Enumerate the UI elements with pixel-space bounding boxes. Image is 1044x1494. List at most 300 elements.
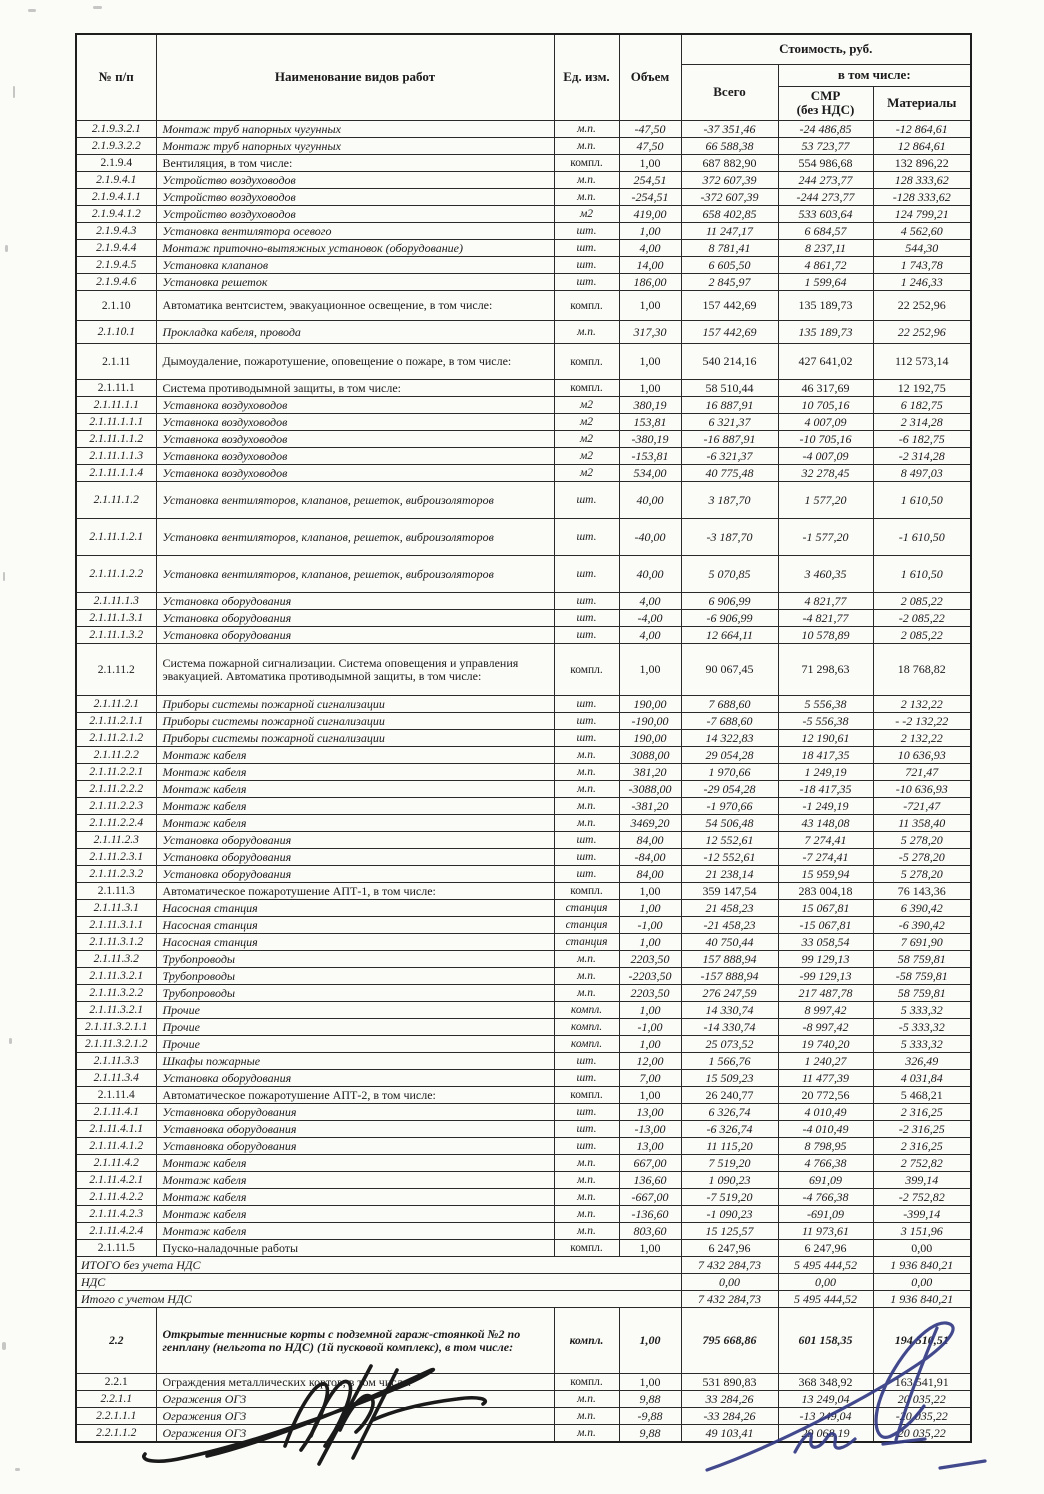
cell-num: -8 997,42 [778,1019,873,1036]
table-row [76,815,971,832]
table-row [76,951,971,968]
cell-num: -5 278,20 [873,849,971,866]
cell-num: 359 147,54 [681,883,778,900]
table-row [76,172,971,189]
table-row [76,1019,971,1036]
cell-unit: шт. [554,627,619,644]
cell-num: -1,00 [619,917,681,934]
cell-idx: 2.1.11.2.1 [76,696,156,713]
cell-name: Установка оборудования [156,610,554,627]
cell-num: 1,00 [619,883,681,900]
col-header-name: Наименование видов работ [156,34,554,121]
cell-num: 1,00 [619,155,681,172]
cell-num: 14,00 [619,257,681,274]
table-row [76,1002,971,1019]
cell-unit: компл. [554,1374,619,1391]
cell-unit: шт. [554,519,619,556]
cell-unit: шт. [554,1121,619,1138]
col-header-materials: Материалы [873,86,971,121]
cell-num: 3 460,35 [778,556,873,593]
cell-unit: шт. [554,1070,619,1087]
cell-num: 6 906,99 [681,593,778,610]
cell-idx: 2.1.11.3.1.1 [76,917,156,934]
cell-num: 157 888,94 [681,951,778,968]
cell-num: 11 477,39 [778,1070,873,1087]
cell-num: -29 054,28 [681,781,778,798]
table-row [76,1391,971,1408]
cell-name: Шкафы пожарные [156,1053,554,1070]
table-row [76,1172,971,1189]
cell-num: 32 278,45 [778,465,873,482]
table-row [76,291,971,321]
cell-unit: шт. [554,696,619,713]
cell-num: 1 566,76 [681,1053,778,1070]
table-row [76,849,971,866]
table-row [76,1155,971,1172]
cell-name: Прочие [156,1002,554,1019]
cell-num: 33 058,54 [778,934,873,951]
cell-num: 531 890,83 [681,1374,778,1391]
cell-num: 2 752,82 [873,1155,971,1172]
cell-idx: 2.1.11.3 [76,883,156,900]
cell-num: 12 192,75 [873,380,971,397]
cell-idx: 2.1.11.4.2.1 [76,1172,156,1189]
cell-idx: 2.1.11.1.1.2 [76,431,156,448]
cell-unit: компл. [554,1036,619,1053]
cell-num: -12 864,61 [873,121,971,138]
table-row [76,1206,971,1223]
cell-unit: м2 [554,414,619,431]
cell-idx: 2.1.11.2.2.1 [76,764,156,781]
cell-num: 8 798,95 [778,1138,873,1155]
cell-num: 544,30 [873,240,971,257]
table-header [76,34,971,121]
cell-num: -84,00 [619,849,681,866]
cell-num: -15 067,81 [778,917,873,934]
cell-num: 1 240,27 [778,1053,873,1070]
cell-num: 136,60 [619,1172,681,1189]
cell-unit: шт. [554,223,619,240]
cell-num: 533 603,64 [778,206,873,223]
cell-unit: м2 [554,431,619,448]
cell-num: 5 333,32 [873,1036,971,1053]
cell-num: 58 759,81 [873,951,971,968]
table-row [76,274,971,291]
cell-num: 1,00 [619,1374,681,1391]
cell-num: 84,00 [619,832,681,849]
cell-num: 7 432 284,73 [681,1257,778,1274]
cell-num: -4 766,38 [778,1189,873,1206]
table-row [76,431,971,448]
cell-num: -153,81 [619,448,681,465]
cell-unit: шт. [554,593,619,610]
cell-unit: компл. [554,155,619,172]
cell-unit: шт. [554,1104,619,1121]
cell-unit: м.п. [554,1391,619,1408]
cell-name: Насосная станция [156,900,554,917]
cell-num: -381,20 [619,798,681,815]
cell-num: 47,50 [619,138,681,155]
cell-name: Монтаж кабеля [156,1172,554,1189]
cell-num: 6 321,37 [681,414,778,431]
cell-num: 194 510,51 [873,1308,971,1374]
cell-num: 153,81 [619,414,681,431]
cell-num: 132 896,22 [873,155,971,172]
cell-num: -1 610,50 [873,519,971,556]
cell-idx: 2.1.11.2.2.4 [76,815,156,832]
cell-name: Трубопроводы [156,968,554,985]
cell-num: 15 125,57 [681,1223,778,1240]
cell-name: Автоматика вентсистем, эвакуационное освещение, в том числе: [156,291,554,321]
cell-unit: станция [554,917,619,934]
cell-num: 1 936 840,21 [873,1291,971,1308]
cell-unit: м.п. [554,1189,619,1206]
cell-idx: 2.1.11.3.4 [76,1070,156,1087]
cell-num: -721,47 [873,798,971,815]
work-items-body [76,121,971,1442]
table-row [76,610,971,627]
cell-idx: 2.1.11.1.1 [76,397,156,414]
cell-name: Устройство воздуховодов [156,206,554,223]
cell-num: -3 187,70 [681,519,778,556]
cell-name: Пуско-наладочные работы [156,1240,554,1257]
cell-num: 5 278,20 [873,866,971,883]
col-header-smr-line2: (без НДС) [796,102,855,118]
cell-num: -20 035,22 [873,1408,971,1425]
cell-num: 22 252,96 [873,321,971,344]
table-row [76,866,971,883]
cell-name: Ограждения металлических кортов, в том числе: [156,1374,554,1391]
cell-idx: 2.1.11.1.1.1 [76,414,156,431]
cell-num: 5 333,32 [873,1002,971,1019]
table-row [76,1087,971,1104]
scan-speck [5,245,8,252]
cell-name: Насосная станция [156,934,554,951]
cell-num: 3469,20 [619,815,681,832]
table-row [76,344,971,380]
cell-num: -190,00 [619,713,681,730]
cell-name: Огражения ОГ3 [156,1391,554,1408]
cell-idx: 2.1.11.5 [76,1240,156,1257]
col-header-unit: Ед. изм. [554,34,619,121]
cell-num: 12,00 [619,1053,681,1070]
col-header-smr [778,86,873,121]
cell-idx: 2.1.11.3.2.2 [76,985,156,1002]
cell-num: 6 247,96 [778,1240,873,1257]
cell-num: 33 284,26 [681,1391,778,1408]
cell-num: -99 129,13 [778,968,873,985]
cell-num: 5 278,20 [873,832,971,849]
cell-name: Уставнока воздуховодов [156,465,554,482]
cell-num: 163 541,91 [873,1374,971,1391]
cell-idx: 2.1.11.3.3 [76,1053,156,1070]
cell-unit: станция [554,934,619,951]
col-header-smr-line1: СМР [810,87,841,103]
cell-unit: шт. [554,257,619,274]
cell-num: -4 010,49 [778,1121,873,1138]
cell-name: Уставновка оборудования [156,1138,554,1155]
cell-num: -47,50 [619,121,681,138]
col-header-num: № п/п [76,34,156,121]
table-row [76,1104,971,1121]
cell-idx: 2.1.11.2.3.2 [76,866,156,883]
cell-num: 2 085,22 [873,593,971,610]
cell-idx: 2.1.11.1.1.4 [76,465,156,482]
cell-idx: 2.1.11.1.3.1 [76,610,156,627]
cell-name: Установка вентилятора осевого [156,223,554,240]
cell-idx: 2.1.11.2.3 [76,832,156,849]
table-row [76,1425,971,1442]
cell-idx: 2.1.9.4.6 [76,274,156,291]
cell-num: 2 314,28 [873,414,971,431]
cell-idx: 2.1.11.1.2.2 [76,556,156,593]
cell-unit: м.п. [554,1408,619,1425]
cell-unit: шт. [554,610,619,627]
cell-unit: шт. [554,832,619,849]
table-row [76,414,971,431]
cell-num: 1 249,19 [778,764,873,781]
table-row [76,321,971,344]
cell-unit: м.п. [554,951,619,968]
cell-unit: м.п. [554,985,619,1002]
cell-num: 10 636,93 [873,747,971,764]
table-row [76,1408,971,1425]
cell-name: Приборы системы пожарной сигнализации [156,696,554,713]
cell-num: 1 577,20 [778,482,873,519]
cell-num: 1,00 [619,291,681,321]
cell-num: 1,00 [619,934,681,951]
cell-num: 380,19 [619,397,681,414]
cell-idx: 2.1.11.3.1.2 [76,934,156,951]
table-row [76,627,971,644]
cell-num: 399,14 [873,1172,971,1189]
cell-name: Огражения ОГ3 [156,1408,554,1425]
cell-num: -18 417,35 [778,781,873,798]
cell-unit: компл. [554,1087,619,1104]
totals-row [76,1274,971,1291]
cell-idx: 2.1.9.4.1.2 [76,206,156,223]
cell-num: -5 556,38 [778,713,873,730]
cell-num: 13,00 [619,1138,681,1155]
cell-unit: шт. [554,274,619,291]
col-header-total: Всего [681,64,778,121]
cell-name: Вентиляция, в том числе: [156,155,554,172]
cell-num: -128 333,62 [873,189,971,206]
table-row [76,1189,971,1206]
cell-num: 601 158,35 [778,1308,873,1374]
cell-num: -6 182,75 [873,431,971,448]
cell-num: -399,14 [873,1206,971,1223]
cell-name: Приборы системы пожарной сигнализации [156,713,554,730]
cell-unit: м.п. [554,968,619,985]
scan-speck [13,86,15,98]
cell-name: Монтаж кабеля [156,747,554,764]
cell-idx: 2.1.11.4.2.2 [76,1189,156,1206]
cell-num: -380,19 [619,431,681,448]
table-row [76,1053,971,1070]
table-row [76,798,971,815]
cell-num: 4 031,84 [873,1070,971,1087]
cell-name: Итого с учетом НДС [76,1291,681,1308]
cell-idx: 2.1.11.2 [76,644,156,696]
cell-num: 4,00 [619,593,681,610]
cell-num: 40,00 [619,556,681,593]
cell-unit: шт. [554,713,619,730]
cell-unit: м.п. [554,1206,619,1223]
cost-table [75,33,972,1443]
cell-unit: шт. [554,1053,619,1070]
cell-idx: 2.1.11.3.2.1 [76,968,156,985]
cell-name: Установка вентиляторов, клапанов, решеток, виброизоляторов [156,519,554,556]
cell-idx: 2.1.11.3.2.1 [76,1002,156,1019]
cell-num: 40,00 [619,482,681,519]
cell-num: 9,88 [619,1425,681,1442]
scan-speck [28,9,36,12]
cell-name: Устройство воздуховодов [156,189,554,206]
cell-num: 6 605,50 [681,257,778,274]
cell-num: 40 775,48 [681,465,778,482]
table-row [76,397,971,414]
cell-name: Прокладка кабеля, провода [156,321,554,344]
cell-num: 5 468,21 [873,1087,971,1104]
table-row [76,593,971,610]
cell-num: -4 007,09 [778,448,873,465]
cell-num: 16 887,91 [681,397,778,414]
cell-idx: 2.1.11.2.3.1 [76,849,156,866]
cell-num: 6 326,74 [681,1104,778,1121]
cell-idx: 2.1.11.2.2.2 [76,781,156,798]
cell-num: 128 333,62 [873,172,971,189]
totals-row [76,1291,971,1308]
cell-num: 8 781,41 [681,240,778,257]
cell-num: 691,09 [778,1172,873,1189]
cell-name: Установка оборудования [156,627,554,644]
cell-num: 157 442,69 [681,321,778,344]
cell-num: 66 588,38 [681,138,778,155]
table-row [76,696,971,713]
table-row [76,519,971,556]
cell-name: Открытые теннисные корты с подземной гараж-стоянкой №2 по генплану (нельгота по НДС) (1й пусковой комплекс), в том числе: [156,1308,554,1374]
cell-num: 49 103,41 [681,1425,778,1442]
cell-idx: 2.2.1.1.1 [76,1408,156,1425]
cell-name: Монтаж труб напорных чугунных [156,121,554,138]
cell-num: 46 317,69 [778,380,873,397]
cell-num: 5 070,85 [681,556,778,593]
table-row [76,257,971,274]
cell-num: 20 035,22 [873,1425,971,1442]
cell-idx: 2.1.11 [76,344,156,380]
cell-num: 19 740,20 [778,1036,873,1053]
cell-name: Установка оборудования [156,593,554,610]
cell-unit: компл. [554,1308,619,1374]
cell-num: 217 487,78 [778,985,873,1002]
cell-num: -2 314,28 [873,448,971,465]
cell-num: 15 067,81 [778,900,873,917]
cell-num: 10 578,89 [778,627,873,644]
cell-num: 8 997,42 [778,1002,873,1019]
cell-unit: шт. [554,482,619,519]
cell-num: 43 148,08 [778,815,873,832]
cell-num: 1,00 [619,900,681,917]
table-row [76,747,971,764]
cost-table-container [75,33,970,1443]
cell-name: ИТОГО без учета НДС [76,1257,681,1274]
table-row [76,138,971,155]
cell-unit: м.п. [554,815,619,832]
cell-num: 15 959,94 [778,866,873,883]
cell-num: 667,00 [619,1155,681,1172]
cell-unit: м2 [554,397,619,414]
cell-num: 4,00 [619,240,681,257]
cell-name: Трубопроводы [156,951,554,968]
table-row [76,223,971,240]
cell-num: 12 190,61 [778,730,873,747]
cell-num: 2203,50 [619,951,681,968]
cell-idx: 2.1.11.4.1 [76,1104,156,1121]
cell-idx: 2.1.11.4.2 [76,1155,156,1172]
cell-idx: 2.1.11.4.2.3 [76,1206,156,1223]
table-row [76,206,971,223]
cell-num: 29 068,19 [778,1425,873,1442]
cell-num: -13 249,04 [778,1408,873,1425]
cell-num: 1,00 [619,1002,681,1019]
cell-num: 54 506,48 [681,815,778,832]
cell-num: -2 316,25 [873,1121,971,1138]
cell-num: 5 495 444,52 [778,1291,873,1308]
cell-unit: м.п. [554,747,619,764]
cell-name: Уставновка оборудования [156,1104,554,1121]
cell-num: 90 067,45 [681,644,778,696]
cell-num: -254,51 [619,189,681,206]
cell-num: -21 458,23 [681,917,778,934]
cell-num: -58 759,81 [873,968,971,985]
table-row [76,713,971,730]
cell-num: 20 772,56 [778,1087,873,1104]
cell-idx: 2.2.1.1 [76,1391,156,1408]
cell-num: - -2 132,22 [873,713,971,730]
cell-name: Установка оборудования [156,1070,554,1087]
cell-num: -244 273,77 [778,189,873,206]
table-row [76,482,971,519]
cell-num: -1 970,66 [681,798,778,815]
cell-num: 1,00 [619,344,681,380]
cell-name: Прочие [156,1019,554,1036]
cell-idx: 2.1.11.3.2.1.2 [76,1036,156,1053]
cell-num: 0,00 [873,1274,971,1291]
cell-unit: компл. [554,380,619,397]
cell-idx: 2.1.11.1.2.1 [76,519,156,556]
cell-num: 427 641,02 [778,344,873,380]
cell-unit: компл. [554,1002,619,1019]
table-row [76,465,971,482]
cell-name: Монтаж кабеля [156,798,554,815]
cell-num: -6 390,42 [873,917,971,934]
cell-name: Установка вентиляторов, клапанов, решеток, виброизоляторов [156,556,554,593]
cell-idx: 2.2 [76,1308,156,1374]
cell-num: -4 821,77 [778,610,873,627]
cell-num: -1 577,20 [778,519,873,556]
cell-idx: 2.1.9.3.2.1 [76,121,156,138]
cell-num: 13 249,04 [778,1391,873,1408]
cell-name: Система пожарной сигнализации. Система оповещения и управления эвакуацией. Автоматика противодымной защиты, в том числе: [156,644,554,696]
table-row [76,448,971,465]
cell-num: 186,00 [619,274,681,291]
table-row [76,1070,971,1087]
cell-name: Монтаж труб напорных чугунных [156,138,554,155]
cell-num: 795 668,86 [681,1308,778,1374]
cell-num: -691,09 [778,1206,873,1223]
cell-num: -6 906,99 [681,610,778,627]
